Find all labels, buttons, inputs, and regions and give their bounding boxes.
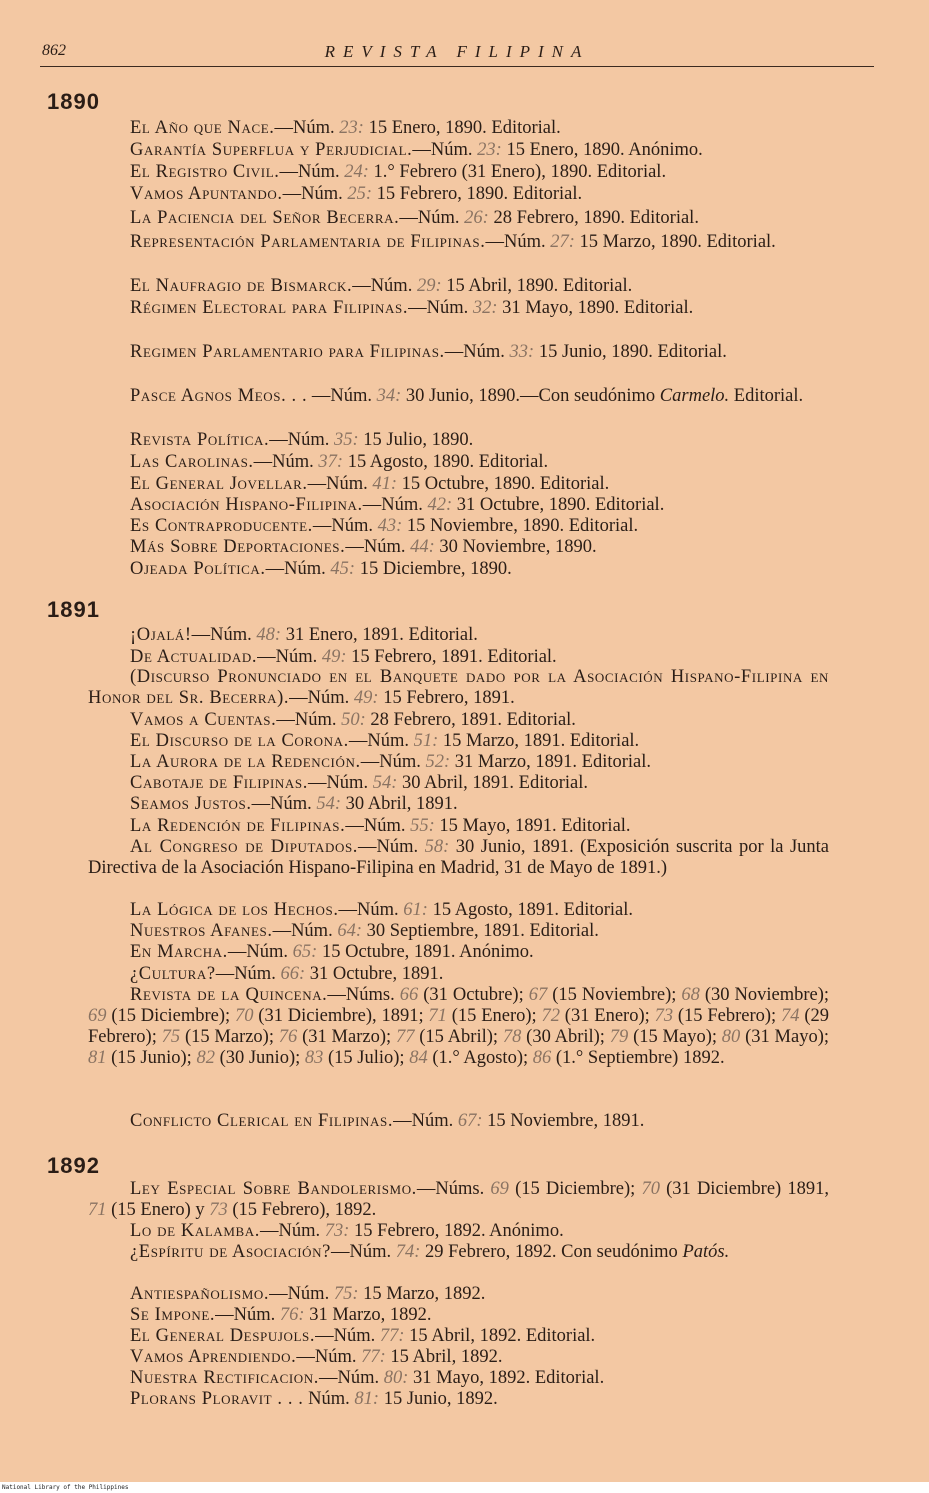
entry-title: Asociación Hispano-Filipina. [130,495,363,515]
bibliography-entry [88,162,829,183]
entry-title: Revista de la Quincena. [130,985,328,1005]
issue-date: (15 Junio); [106,1048,197,1068]
issue-date: (31 Diciembre), 1891; [253,1006,429,1026]
issue-number: 73: [324,1221,350,1241]
issue-number: 49: [353,688,379,708]
issue-date: (30 Noviembre); [699,985,830,1005]
entry-title: ¡Ojalá! [130,625,192,645]
issue-date: (15 Diciembre); [508,1179,642,1199]
entry-title: El General Jovellar. [130,474,308,494]
issue-date: (31 Octubre); [418,985,529,1005]
entry-title: ¿Espíritu de Asociación? [130,1242,331,1262]
entry-details: 28 Febrero, 1891. Editorial. [365,710,576,730]
bibliography-entry [88,1242,829,1263]
entry-title: Pasce Agnos Meos. . . [130,386,308,406]
issue-number: 70 [641,1179,660,1199]
entry-title: Se Impone. [130,1305,216,1325]
entry-title: Seamos Justos. [130,794,252,814]
issue-date: (15 Abril); [414,1027,503,1047]
issue-label: —Núm. [296,1347,357,1367]
entry-title: Nuestra Rectificacion. [130,1368,319,1388]
entry-title: El Discurso de la Corona. [130,731,349,751]
issue-label: —Núm. [251,794,312,814]
bibliography-entry [88,184,829,205]
issue-date: (31 Mayo); [740,1027,830,1047]
entry-title: Cabotaje de Filipinas. [130,773,308,793]
issue-number: 77 [395,1027,415,1047]
issue-label: —Núm. [269,1284,330,1304]
bibliography-entry [88,1347,829,1368]
issue-date: (15 Febrero); [673,1006,781,1026]
issue-label: —Núm. [444,342,505,362]
issue-number: 82 [196,1048,215,1068]
journal-title: REVISTA FILIPINA [324,42,590,61]
entry-title: Más Sobre Deportaciones. [130,537,346,557]
entry-title: Lo de Kalamba. [130,1221,260,1241]
issue-number: 71 [428,1006,447,1026]
entry-title: Vamos Apuntando. [130,184,283,204]
issue-date: (15 Noviembre); [547,985,682,1005]
issue-date: (15 Enero); [446,1006,542,1026]
issue-number: 54: [316,794,342,814]
issue-number: 74 [781,1006,800,1026]
entry-details: 15 Noviembre, 1890. Editorial. [402,516,639,536]
issue-number: 77: [361,1347,386,1367]
issue-date: (30 Abril); [521,1027,610,1047]
issue-number: 29: [416,276,442,296]
bibliography-entry [88,964,829,985]
entry-title: Garantía Superflua y Perjudicial. [130,140,413,160]
issue-date: (15 Febrero), 1892. [227,1200,377,1220]
issue-label: —Núm. [315,1326,376,1346]
issue-number: 48: [256,625,282,645]
entry-details: 15 Marzo, 1890. Editorial. [574,232,776,252]
entry-details: 15 Marzo, 1892. [358,1284,486,1304]
issue-label: —Núm. [274,118,335,138]
entry-title: El Registro Civil. [130,162,280,182]
bibliography-entry [88,773,829,794]
entry-title: El Naufragio de Bismarck. [130,276,353,296]
bibliography-entry [88,667,829,709]
issue-number: 86 [532,1048,552,1068]
issue-date: (1.° Agosto); [427,1048,533,1068]
issue-date: (30 Junio); [214,1048,305,1068]
entry-title: La Paciencia del Señor Becerra. [130,208,400,228]
bibliography-entry [88,985,829,1069]
issue-label: —Núm. [253,452,314,472]
issue-label: —Núm. [362,495,423,515]
entry-details: 15 Noviembre, 1891. [482,1111,645,1131]
issue-label: —Núm. [289,688,350,708]
issue-number: 73 [209,1200,228,1220]
issue-date: (15 Diciembre); [106,1006,235,1026]
entry-title: Nuestros Afanes. [130,921,273,941]
issue-number: 51: [413,731,439,751]
issue-number: 64: [337,921,362,941]
issue-label: —Núm. [257,647,318,667]
issue-number: 33: [509,342,535,362]
entry-details: 30 Junio, 1891. (Exposición suscrita por la Junta Directiva de la Asociación Hispano-Filipina en Madrid, 31 de Mayo de 1891.) [88,837,829,878]
bibliography-entry [88,1111,829,1132]
issue-number: 67 [528,985,548,1005]
entry-details: 15 Enero, 1890. Editorial. [363,118,561,138]
issue-label: —Núm. [338,900,399,920]
bibliography-entry [88,1221,829,1242]
issue-number: 55: [410,816,435,836]
entry-details: 15 Abril, 1892. Editorial. [404,1326,596,1346]
issue-number: 66 [399,985,419,1005]
entry-details: 30 Abril, 1891. Editorial. [397,773,588,793]
issue-label: —Núm. [485,232,546,252]
entry-title: El General Despujols. [130,1326,316,1346]
issue-label: —Núm. [307,474,368,494]
bibliography-entry [88,342,829,363]
entry-details: 15 Octubre, 1891. Anónimo. [317,942,534,962]
entry-details: 15 Junio, 1890. Editorial. [534,342,727,362]
issue-number: 68 [681,985,700,1005]
entry-title: Ojeada Política. [130,559,266,579]
issue-date: (15 Julio); [323,1048,410,1068]
bibliography-entry [88,118,829,139]
issue-number: 75: [333,1284,359,1304]
bottom-strip [0,1482,929,1493]
entry-title: De Actualidad. [130,647,258,667]
issue-label: —Núm. [307,773,369,793]
entry-details: 15 Febrero, 1892. Anónimo. [349,1221,564,1241]
issue-label: —Núms. [416,1179,485,1199]
issue-number: 80 [721,1027,741,1047]
bibliography-entry [88,1284,829,1305]
entry-details: 15 Agosto, 1890. Editorial. [343,452,549,472]
entry-details: 15 Febrero, 1890. Editorial. [372,184,583,204]
entry-title: La Aurora de la Redención. [130,752,361,772]
entry-details: 15 Mayo, 1891. Editorial. [434,816,631,836]
bibliography-entry [88,140,829,161]
issue-number: 75 [161,1027,181,1047]
entry-title: Vamos a Cuentas. [130,710,277,730]
issue-number: 76: [279,1305,305,1325]
bibliography-entry [88,208,829,229]
issue-number: 34: [376,386,402,406]
issue-label: —Núm. [307,386,372,406]
issue-number: 72 [541,1006,560,1026]
entry-details: 15 Diciembre, 1890. [355,559,512,579]
entry-details: 1.° Febrero (31 Enero), 1890. Editorial. [368,162,667,182]
issue-label: —Núm. [191,625,252,645]
issue-label: —Núm. [348,731,409,751]
issue-number: 65: [292,942,318,962]
entry-details: 31 Enero, 1891. Editorial. [281,625,478,645]
issue-label: —Núm. [276,710,337,730]
issue-number: 83 [304,1048,324,1068]
issue-number: 74: [395,1242,421,1262]
entry-details: 15 Agosto, 1891. Editorial. [427,900,634,920]
issue-label: —Núm. [360,752,421,772]
pseudonym: Patós. [682,1242,730,1262]
entry-details: 15 Marzo, 1891. Editorial. [438,731,640,751]
issue-number: 43: [377,516,403,536]
issue-number: 58: [424,837,450,857]
issue-date: (29 Febrero); [88,1006,829,1047]
bibliography-entry [88,921,829,942]
entry-title: Representación Parlamentaria de Filipinas. [130,232,486,252]
issue-number: 67: [457,1111,483,1131]
issue-number: 78 [502,1027,522,1047]
issue-number: 23: [339,118,364,138]
entry-title: La Lógica de los Hechos. [130,900,339,920]
bibliography-entry [88,495,829,516]
bibliography-entry [88,474,829,495]
entry-note: Editorial. [729,386,804,406]
issue-label: —Núm. [412,140,473,160]
year-heading: 1890 [47,89,100,114]
entry-details: 30 Junio, 1890.—Con seudónimo [401,386,660,406]
entry-details: 31 Octubre, 1890. Editorial. [452,495,665,515]
issue-number: 69 [88,1006,107,1026]
pseudonym: Carmelo. [659,386,730,406]
entry-title: Ley Especial Sobre Bandolerismo. [130,1179,417,1199]
bibliography-entry [88,942,829,963]
issue-label: —Núm. [215,964,276,984]
issue-label: —Núm. [227,942,289,962]
issue-label: —Núm. [260,1221,321,1241]
bibliography-entry [88,430,829,451]
bibliography-entry [88,452,829,473]
entry-details: 31 Mayo, 1892. Editorial. [408,1368,605,1388]
issue-number: 70 [234,1006,254,1026]
issue-label: —Núm. [279,162,340,182]
entry-details: 15 Febrero, 1891. Editorial. [346,647,557,667]
bibliography-entry [88,625,829,646]
issue-number: 44: [410,537,435,557]
bibliography-entry [88,276,829,297]
issue-label: —Núm. [319,1368,380,1388]
bibliography-entry [88,1179,829,1221]
bibliography-entry [88,710,829,731]
entry-title: Vamos Aprendiendo. [130,1347,297,1367]
issue-number: 27: [550,232,575,252]
entry-details: 28 Febrero, 1890. Editorial. [488,208,699,228]
issue-number: 71 [88,1200,107,1220]
entry-title: Conflicto Clerical en Filipinas. [130,1111,394,1131]
issue-number: 77: [379,1326,405,1346]
entry-details: 15 Octubre, 1890. Editorial. [397,474,610,494]
issue-label: —Núm. [265,559,326,579]
entry-details: 15 Febrero, 1891. [378,688,515,708]
bibliography-entry [88,1368,829,1389]
issue-date: (1.° Septiembre) 1892. [551,1048,725,1068]
issue-label: —Núm. [272,921,333,941]
bibliography-entry [88,900,829,921]
entry-details: 30 Abril, 1891. [341,794,458,814]
issue-number: 80: [383,1368,409,1388]
issue-date: (31 Marzo); [297,1027,396,1047]
entry-title: Al Congreso de Diputados. [130,837,359,857]
entry-details: 15 Abril, 1890. Editorial. [441,276,633,296]
entry-title: Antiespañolismo. [130,1284,270,1304]
issue-number: 37: [318,452,344,472]
issue-number: 32: [472,298,498,318]
issue-number: 35: [334,430,359,450]
issue-number: 66: [280,964,306,984]
issue-label: Núm. [303,1389,350,1409]
issue-date: (15 Mayo); [628,1027,722,1047]
issue-number: 41: [372,474,398,494]
issue-label: —Núm. [408,298,469,318]
issue-date: (15 Marzo); [180,1027,279,1047]
issue-label: —Núm. [399,208,460,228]
entry-title: La Redención de Filipinas. [130,816,346,836]
bibliography-entry [88,794,829,815]
entry-details: 15 Abril, 1892. [385,1347,503,1367]
issue-number: 25: [347,184,372,204]
entry-details: 31 Marzo, 1892. [304,1305,432,1325]
issue-number: 50: [341,710,366,730]
year-heading: 1892 [47,1153,100,1178]
entry-details: 15 Enero, 1890. Anónimo. [501,140,703,160]
entry-title: Plorans Ploravit . . . [130,1389,304,1409]
bibliography-entry [88,731,829,752]
page-number: 862 [42,42,66,59]
entry-details: 15 Junio, 1892. [379,1389,498,1409]
bibliography-entry [88,386,829,407]
issue-label: —Núms. [327,985,395,1005]
entry-title: Revista Política. [130,430,270,450]
bibliography-entry [88,516,829,537]
bibliography-entry [88,752,829,773]
issue-number: 49: [321,647,347,667]
year-heading: 1891 [47,597,100,622]
issue-label: —Núm. [215,1305,276,1325]
issue-number: 23: [477,140,502,160]
entry-title: Regimen Parlamentario para Filipinas. [130,342,445,362]
issue-number: 69 [490,1179,509,1199]
bibliography-entry [88,1326,829,1347]
issue-label: —Núm. [282,184,343,204]
issue-label: —Núm. [345,537,406,557]
entry-details: 30 Septiembre, 1891. Editorial. [361,921,599,941]
issue-number: 61: [403,900,428,920]
entry-details: 31 Marzo, 1891. Editorial. [450,752,652,772]
entry-title: El Año que Nace. [130,118,275,138]
issue-label: —Núm. [345,816,406,836]
entry-title: Es Contraproducente. [130,516,313,536]
bibliography-entry [88,559,829,580]
entry-details: 30 Noviembre, 1890. [434,537,597,557]
bibliography-entry [88,298,829,319]
issue-label: —Núm. [269,430,330,450]
entry-title: Las Carolinas. [130,452,254,472]
bibliography-entry [88,837,829,879]
issue-label: —Núm. [358,837,419,857]
issue-label: —Núm. [330,1242,392,1262]
entry-details: 31 Mayo, 1890. Editorial. [497,298,694,318]
issue-label: —Núm. [312,516,373,536]
entry-title: En Marcha. [130,942,228,962]
bibliography-entry [88,647,829,668]
footer-credit: National Library of the Philippines [2,1484,129,1491]
running-head [40,42,874,67]
issue-date: (31 Enero); [559,1006,655,1026]
bibliography-entry [88,1389,829,1410]
issue-number: 79 [609,1027,629,1047]
bibliography-entry [88,232,829,253]
issue-date: (15 Enero) y [106,1200,210,1220]
entry-details: 15 Julio, 1890. [358,430,474,450]
bibliography-entry [88,816,829,837]
issue-number: 81: [354,1389,380,1409]
issue-number: 45: [330,559,356,579]
entry-title: ¿Cultura? [130,964,216,984]
issue-number: 84 [409,1048,428,1068]
issue-number: 52: [425,752,451,772]
issue-label: —Núm. [352,276,413,296]
entry-title: (Discurso Pronunciado en el Banquete dado por la Asociación Hispano-Filipina en Honor del Sr. Becerra). [88,667,829,708]
entry-details: 29 Febrero, 1892. Con seudónimo [420,1242,683,1262]
bibliography-entry [88,1305,829,1326]
issue-number: 81 [88,1048,107,1068]
entry-details: 31 Octubre, 1891. [305,964,444,984]
issue-number: 26: [464,208,489,228]
bibliography-entry [88,537,829,558]
issue-date: (31 Diciembre) 1891, [659,1179,829,1199]
issue-number: 24: [344,162,369,182]
entry-title: Régimen Electoral para Filipinas. [130,298,409,318]
issue-number: 54: [372,773,398,793]
issue-number: 76 [278,1027,298,1047]
issue-number: 42: [427,495,453,515]
issue-number: 73 [654,1006,674,1026]
issue-label: —Núm. [393,1111,454,1131]
